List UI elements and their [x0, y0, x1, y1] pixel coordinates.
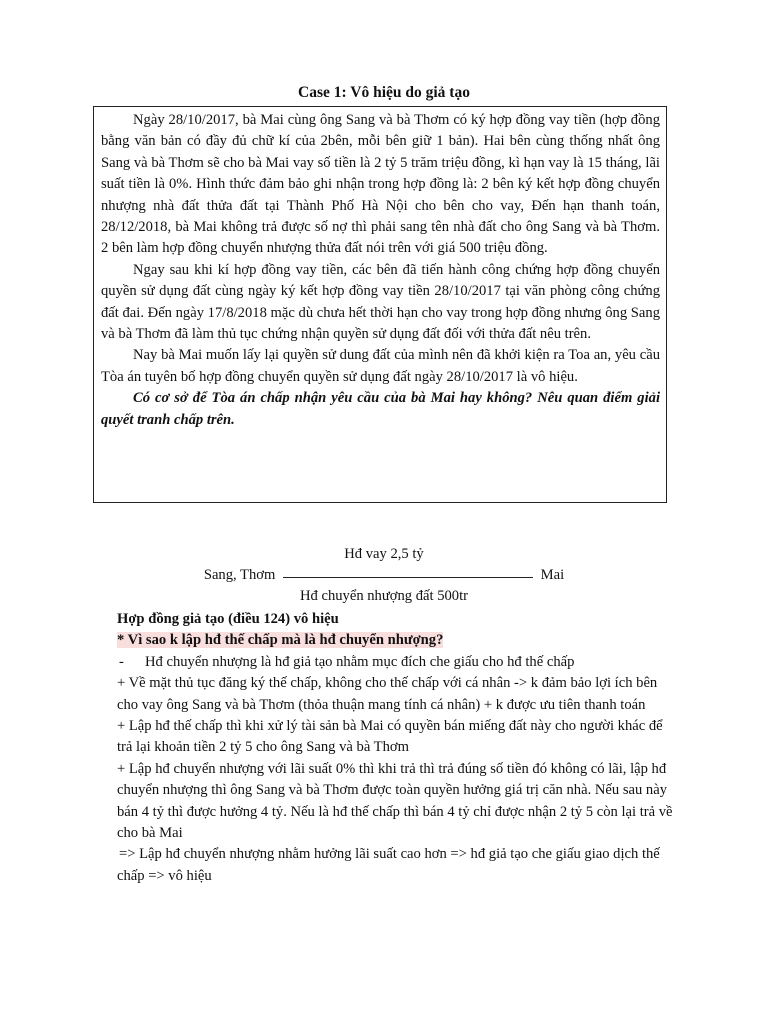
- case-title: Case 1: Vô hiệu do giả tạo: [298, 84, 470, 101]
- diagram-left-party: Sang, Thơm: [203, 567, 276, 583]
- notes-highlight: * Vì sao k lập hđ thế chấp mà là hđ chuyển nhượng?: [117, 632, 444, 649]
- notes-conclusion: => Lập hđ chuyển nhượng nhằm hưởng lãi suất cao hơn => hđ giả tạo che giấu giao dịch thế chấp => vô hiệu: [117, 846, 660, 884]
- case-question: Có cơ sở để Tòa án chấp nhận yêu cầu của bà Mai hay không? Nêu quan điểm giải quyết tranh chấp trên.: [101, 390, 660, 428]
- case-box: [93, 106, 667, 503]
- diagram-connector-line: [283, 577, 533, 578]
- notes-section: [117, 609, 679, 887]
- notes-point-2: + Lập hđ thế chấp thì khi xử lý tài sản bà Mai có quyền bán miếng đất này cho người khác để trả lại khoản tiền 2 tỷ 5 cho ông Sang và bà Thơm: [117, 718, 663, 756]
- notes-heading: Hợp đồng giả tạo (điều 124) vô hiệu: [117, 611, 339, 627]
- case-paragraph-2: Ngay sau khi kí hợp đồng vay tiền, các bên đã tiến hành công chứng hợp đồng chuyển quyền sử dụng đất cùng ngày ký kết hợp đồng vay tiền 28/10/2017 tại văn phòng công chứng đất đai. Đến ngày 17/8/2018 mặc dù chưa hết thời hạn cho vay trong hợp đồng nhưng ông Sang và bà Thơm đã làm thủ tục chứng nhận quyền sử dụng đất đối với thửa đất nêu trên.: [101, 261, 660, 343]
- notes-point-3: + Lập hđ chuyển nhượng với lãi suất 0% thì khi trả thì trả đúng số tiền đó không có lãi, lập hđ chuyển nhượng thì ông Sang và bà Thơm được toàn quyền hưởng giá trị căn nhà. Nếu sau này bán 4 tỷ thì được hưởng 4 tỷ. Nếu là hđ thế chấp thì bán 4 tỷ chỉ được nhận 2 tỷ 5 còn lại trả về cho bà Mai: [117, 760, 673, 842]
- notes-dash-item: [117, 652, 679, 673]
- dash-item-text: Hđ chuyển nhượng là hđ giả tạo nhằm mục đích che giấu cho hđ thế chấp: [145, 653, 575, 670]
- diagram-parties: [0, 567, 768, 584]
- case-paragraph-1: Ngày 28/10/2017, bà Mai cùng ông Sang và bà Thơm có ký hợp đồng vay tiền (hợp đồng bằng văn bản có đầy đủ chữ kí của 2bên, mỗi bên giữ 1 bản). Hai bên cùng thống nhất ông Sang và bà Thơm sẽ cho bà Mai vay số tiền là 2 tỷ 5 trăm triệu đồng, kì hạn vay là 15 tháng, lãi suất tiền là 0%. Hình thức đảm bảo ghi nhận trong hợp đồng là: 2 bên ký kết hợp đồng chuyển nhượng nhà đất thửa đất tại Thành Phố Hà Nội cho bên cho vay, Đến hạn thanh toán, 28/12/2018, bà Mai không trả được số nợ thì phải sang tên nhà đất cho ông Sang và bà Thơm. 2 bên làm hợp đồng chuyển nhượng thửa đất nói trên với giá 500 triệu đồng.: [101, 112, 660, 257]
- diagram-bottom-label: Hđ chuyển nhượng đất 500tr: [299, 588, 469, 604]
- diagram-top-label: Hđ vay 2,5 tỷ: [344, 546, 424, 562]
- diagram-right-party: Mai: [540, 567, 565, 583]
- dash-mark: -: [119, 653, 124, 670]
- notes-question-line: [117, 630, 679, 651]
- notes-point-1: + Về mặt thủ tục đăng ký thế chấp, không cho thế chấp với cá nhân -> k đảm bảo lợi ích bên cho vay ông Sang và bà Thơm (thỏa thuận mang tính cá nhân) + k được ưu tiên thanh toán: [117, 675, 658, 713]
- case-paragraph-3: Nay bà Mai muốn lấy lại quyền sử dung đất của mình nên đã khởi kiện ra Toa an, yêu cầu Tòa án tuyên bố hợp đồng chuyển quyền sử dụng đất ngày 28/10/2017 là vô hiệu.: [101, 347, 660, 385]
